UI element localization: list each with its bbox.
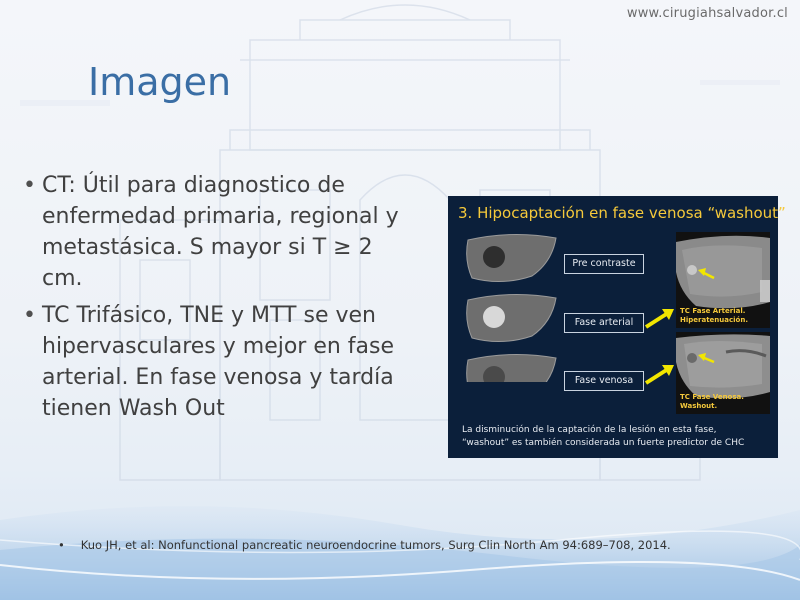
ct-caption-venous (680, 393, 744, 411)
stage-label-pre-contraste: Pre contraste (564, 254, 644, 274)
liver-precontrast-icon (467, 234, 556, 281)
bullet-icon: • (58, 538, 65, 552)
reference-citation (58, 538, 671, 552)
ct-image-venous (676, 332, 770, 414)
bullet-list (20, 170, 400, 430)
bullet-text: CT: Útil para diagnostico de enfermedad primaria, regional y metastásica. S mayor si T ≥ 2 cm. (42, 173, 399, 291)
ct-caption-line: Washout. (680, 402, 718, 410)
ct-caption-line: TC Fase Arterial. (680, 307, 746, 315)
slide-title: Imagen (88, 60, 232, 104)
bullet-icon: • (23, 303, 36, 328)
ct-image-arterial (676, 232, 770, 328)
footer-wave-decoration (0, 470, 800, 600)
ct-caption-arterial (680, 307, 748, 325)
ct-figure-panel (448, 196, 786, 458)
figure-title: 3. Hipocaptación en fase venosa “washout” (458, 204, 786, 222)
bullet-icon: • (23, 173, 36, 198)
bullet-item (20, 170, 400, 294)
liver-arterial-icon (467, 294, 556, 341)
figure-caption-line: La disminución de la captación de la lesión en esta fase, (462, 425, 717, 435)
liver-venous-icon (467, 354, 556, 382)
figure-caption (462, 424, 774, 450)
stage-label-fase-arterial: Fase arterial (564, 313, 644, 333)
bullet-text: TC Trifásico, TNE y MTT se ven hipervasculares y mejor en fase arterial. En fase venosa y tardía tienen Wash Out (42, 303, 395, 421)
website-url: www.cirugiahsalvador.cl (626, 6, 788, 21)
arrow-icon (646, 309, 674, 327)
stage-label-fase-venosa: Fase venosa (564, 371, 644, 391)
figure-caption-line: “washout” es también considerada un fuerte predictor de CHC (462, 438, 745, 448)
reference-text: Kuo JH, et al: Nonfunctional pancreatic neuroendocrine tumors, Surg Clin North Am 94:689–708, 2014. (80, 538, 671, 552)
liver-diagrams (462, 232, 562, 382)
arrow-icon (646, 365, 674, 383)
bullet-item (20, 300, 400, 424)
ct-caption-line: Hiperatenuación. (680, 316, 748, 324)
yellow-arrows (644, 301, 678, 401)
ct-caption-line: TC Fase Venosa. (680, 393, 744, 401)
